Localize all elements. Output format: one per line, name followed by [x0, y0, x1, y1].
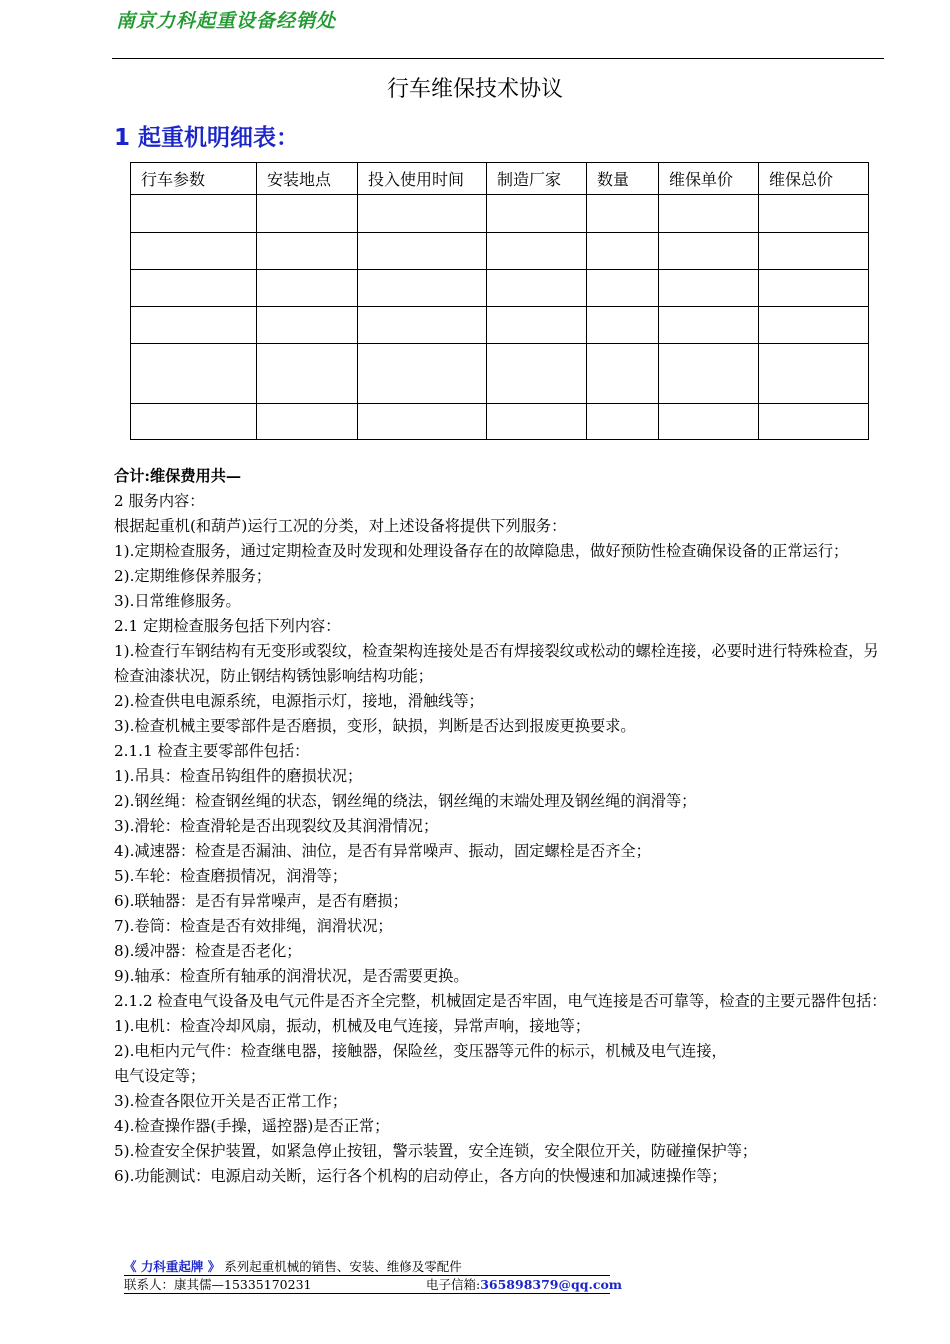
list-item: 4).减速器：检查是否漏油、油位，是否有异常噪声、振动，固定螺栓是否齐全；	[114, 842, 651, 860]
col-unit-price: 维保单价	[659, 163, 759, 195]
list-item: 1).检查行车钢结构有无变形或裂纹，检查架构连接处是否有焊接裂纹或松动的螺栓连接，必要时进行特殊检查，另检查油漆状况，防止钢结构锈蚀影响结构功能；	[114, 642, 879, 685]
table-row	[131, 307, 869, 344]
table-row	[131, 233, 869, 270]
section-2-1-2-heading: 2.1.2 检查电气设备及电气元件是否齐全完整，机械固定是否牢固，电气连接是否可靠等，检查的主要元器件包括：	[114, 992, 887, 1010]
footer-contact: 联系人：康其儒—15335170231	[124, 1277, 312, 1292]
footer-business-row	[124, 1258, 610, 1276]
footer-email-label: 电子信箱:	[426, 1277, 481, 1292]
table-header-row	[131, 163, 869, 195]
list-item: 2).钢丝绳：检查钢丝绳的状态，钢丝绳的绕法，钢丝绳的末端处理及钢丝绳的润滑等；	[114, 792, 697, 810]
section-2-1-1-heading: 2.1.1 检查主要零部件包括：	[114, 742, 310, 760]
list-item: 2).电柜内元气件：检查继电器，接触器，保险丝，变压器等元件的标示，机械及电气连接，	[114, 1042, 727, 1060]
service-content	[114, 464, 889, 1189]
section-2-1-heading: 2.1 定期检查服务包括下列内容：	[114, 617, 341, 635]
list-item: 3).检查机械主要零部件是否磨损，变形，缺损，判断是否达到报废更换要求。	[114, 717, 636, 735]
list-item: 1).吊具：检查吊钩组件的磨损状况；	[114, 767, 363, 785]
list-item: 2).检查供电电源系统，电源指示灯，接地，滑触线等；	[114, 692, 484, 710]
list-item: 7).卷筒：检查是否有效排绳，润滑状况；	[114, 917, 393, 935]
footer-email-link[interactable]: 365898379@qq.com	[480, 1277, 623, 1292]
section-1-title: 1 起重机明细表：	[114, 125, 300, 151]
list-item: 6).联轴器：是否有异常噪声，是否有磨损；	[114, 892, 408, 910]
list-item: 6).功能测试：电源启动关断，运行各个机构的启动停止，各方向的快慢速和加减速操作等；	[114, 1167, 727, 1185]
list-item: 3).日常维修服务。	[114, 592, 241, 610]
list-item: 5).检查安全保护装置，如紧急停止按钮，警示装置，安全连锁，安全限位开关，防碰撞保护等；	[114, 1142, 758, 1160]
crane-detail-table	[130, 162, 869, 440]
list-item: 3).滑轮：检查滑轮是否出现裂纹及其润滑情况；	[114, 817, 439, 835]
col-quantity: 数量	[587, 163, 659, 195]
company-header: 南京力科起重设备经销处	[116, 10, 337, 32]
footer-contact-row	[124, 1276, 623, 1294]
footer-brand: 《 力科重起牌 》	[124, 1259, 221, 1274]
list-item: 9).轴承：检查所有轴承的润滑状况，是否需要更换。	[114, 967, 469, 985]
table-row	[131, 344, 869, 404]
list-item: 2).定期维修保养服务；	[114, 567, 272, 585]
document-title: 行车维保技术协议	[386, 77, 563, 102]
list-item-continuation: 电气设定等；	[114, 1067, 206, 1085]
col-in-service-date: 投入使用时间	[358, 163, 487, 195]
table-row	[131, 404, 869, 440]
table-row	[131, 270, 869, 307]
list-item: 1).电机：检查冷却风扇，振动，机械及电气连接，异常声响，接地等；	[114, 1017, 591, 1035]
list-item: 3).检查各限位开关是否正常工作；	[114, 1092, 348, 1110]
paragraph: 根据起重机(和葫芦)运行工况的分类，对上述设备将提供下列服务：	[114, 517, 567, 535]
col-total-price: 维保总价	[759, 163, 869, 195]
table-row	[131, 195, 869, 233]
header-divider	[112, 58, 884, 59]
section-2-heading: 2 服务内容：	[114, 492, 205, 510]
col-manufacturer: 制造厂家	[487, 163, 587, 195]
list-item: 5).车轮：检查磨损情况，润滑等；	[114, 867, 348, 885]
page-footer	[124, 1258, 623, 1294]
footer-business: 系列起重机械的销售、安装、维修及零配件	[224, 1259, 462, 1274]
col-crane-params: 行车参数	[131, 163, 257, 195]
list-item: 4).检查操作器(手操，遥控器)是否正常；	[114, 1117, 390, 1135]
total-cost-line: 合计:维保费用共—	[114, 467, 242, 485]
col-install-location: 安装地点	[257, 163, 358, 195]
list-item: 8).缓冲器：检查是否老化；	[114, 942, 302, 960]
list-item: 1).定期检查服务，通过定期检查及时发现和处理设备存在的故障隐患，做好预防性检查确保设备的正常运行；	[114, 542, 849, 560]
